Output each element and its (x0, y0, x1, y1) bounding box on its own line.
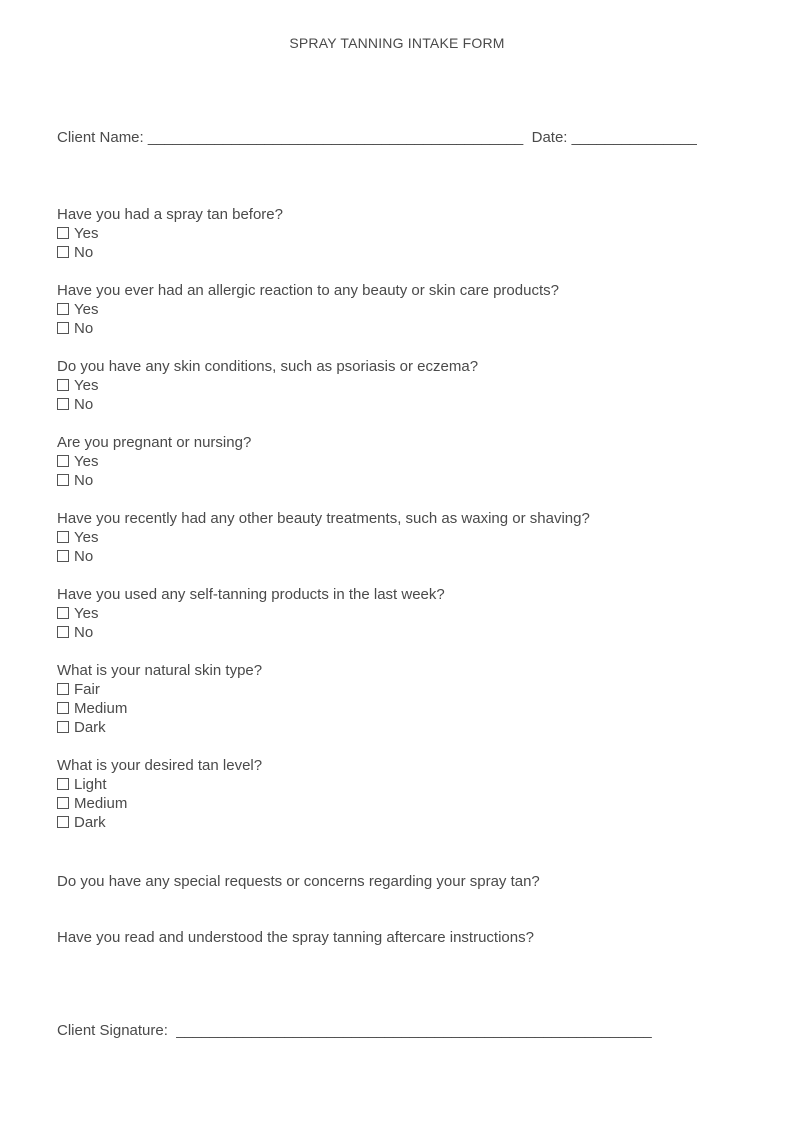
question-block (57, 357, 590, 414)
option-no[interactable] (57, 471, 590, 490)
option-yes[interactable] (57, 604, 590, 623)
option-yes[interactable] (57, 376, 590, 395)
client-name-field[interactable]: _____________________________________________ (147, 129, 524, 146)
checkbox-icon[interactable] (57, 227, 69, 239)
option-label: Yes (74, 377, 99, 394)
checkbox-icon[interactable] (57, 455, 69, 467)
question-block (57, 756, 590, 832)
client-name-label: Client Name: (57, 129, 148, 146)
option-dark[interactable] (57, 813, 590, 832)
option-light[interactable] (57, 775, 590, 794)
option-no[interactable] (57, 395, 590, 414)
checkbox-icon[interactable] (57, 322, 69, 334)
checkbox-icon[interactable] (57, 626, 69, 638)
checkbox-icon[interactable] (57, 379, 69, 391)
signature-row (57, 1022, 652, 1039)
option-label: Yes (74, 301, 99, 318)
option-label: Medium (74, 795, 128, 812)
date-field[interactable]: _______________ (571, 129, 697, 146)
option-no[interactable] (57, 319, 590, 338)
special-requests-question: Do you have any special requests or concerns regarding your spray tan? (57, 873, 540, 890)
option-no[interactable] (57, 243, 590, 262)
option-label: Medium (74, 700, 128, 717)
checkbox-icon[interactable] (57, 246, 69, 258)
checkbox-icon[interactable] (57, 683, 69, 695)
checkbox-icon[interactable] (57, 474, 69, 486)
option-label: Yes (74, 453, 99, 470)
option-label: Light (74, 776, 107, 793)
option-yes[interactable] (57, 224, 590, 243)
form-title: SPRAY TANNING INTAKE FORM (289, 35, 505, 51)
option-no[interactable] (57, 547, 590, 566)
question-block (57, 585, 590, 642)
option-label: No (74, 472, 94, 489)
question-block (57, 661, 590, 737)
option-label: Yes (74, 225, 99, 242)
option-dark[interactable] (57, 718, 590, 737)
option-medium[interactable] (57, 794, 590, 813)
option-no[interactable] (57, 623, 590, 642)
option-label: No (74, 396, 94, 413)
option-label: Yes (74, 529, 99, 546)
question-block (57, 433, 590, 490)
checkbox-icon[interactable] (57, 721, 69, 733)
option-label: Yes (74, 605, 99, 622)
question-text: Have you used any self-tanning products in the last week? (57, 586, 445, 603)
option-label: Fair (74, 681, 100, 698)
question-block (57, 205, 590, 262)
checkbox-icon[interactable] (57, 607, 69, 619)
option-label: No (74, 548, 94, 565)
aftercare-question: Have you read and understood the spray tanning aftercare instructions? (57, 929, 534, 946)
option-yes[interactable] (57, 528, 590, 547)
checkbox-icon[interactable] (57, 531, 69, 543)
option-label: No (74, 320, 94, 337)
question-text: Have you had a spray tan before? (57, 206, 283, 223)
checkbox-icon[interactable] (57, 702, 69, 714)
option-label: Dark (74, 719, 106, 736)
option-label: No (74, 624, 94, 641)
option-yes[interactable] (57, 300, 590, 319)
checkbox-icon[interactable] (57, 778, 69, 790)
signature-label: Client Signature: (57, 1022, 177, 1039)
option-label: Dark (74, 814, 106, 831)
question-text: Have you recently had any other beauty treatments, such as waxing or shaving? (57, 510, 590, 527)
option-medium[interactable] (57, 699, 590, 718)
checkbox-icon[interactable] (57, 797, 69, 809)
question-text: Have you ever had an allergic reaction to any beauty or skin care products? (57, 282, 559, 299)
checkbox-icon[interactable] (57, 303, 69, 315)
question-list (57, 205, 590, 851)
checkbox-icon[interactable] (57, 398, 69, 410)
question-text: Do you have any skin conditions, such as psoriasis or eczema? (57, 358, 479, 375)
question-block (57, 509, 590, 566)
checkbox-icon[interactable] (57, 550, 69, 562)
option-yes[interactable] (57, 452, 590, 471)
option-label: No (74, 244, 94, 261)
question-block (57, 281, 590, 338)
question-text: What is your natural skin type? (57, 662, 263, 679)
question-text: Are you pregnant or nursing? (57, 434, 252, 451)
date-label: Date: (531, 129, 572, 146)
checkbox-icon[interactable] (57, 816, 69, 828)
option-fair[interactable] (57, 680, 590, 699)
signature-field[interactable]: _________________________________________________________ (176, 1022, 652, 1039)
question-text: What is your desired tan level? (57, 757, 263, 774)
client-info-row (57, 129, 697, 146)
